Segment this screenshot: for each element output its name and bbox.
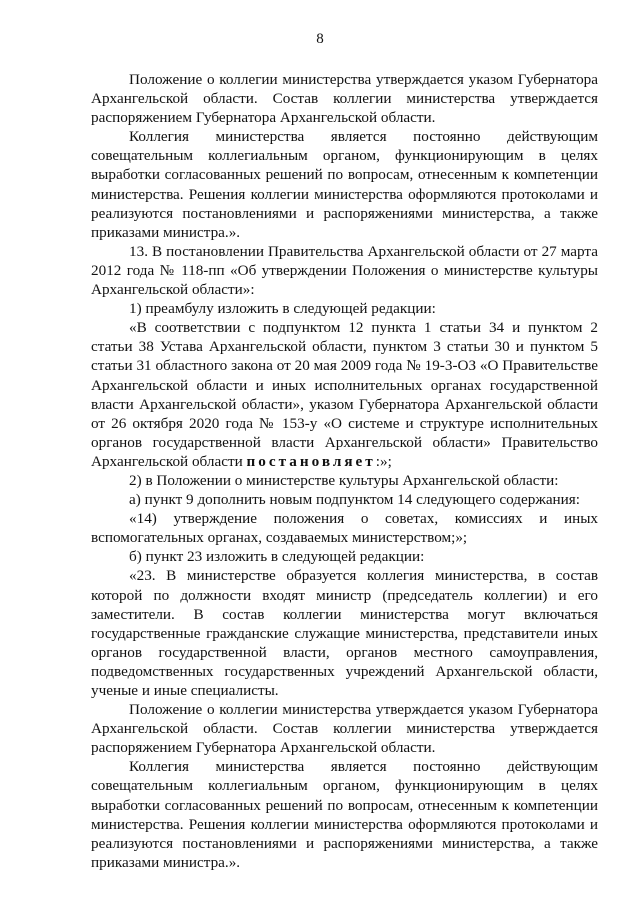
preamble-text: «В соответствии с подпунктом 12 пункта 1 статьи 34 и пунктом 2 статьи 38 Устава Архангельской области, пунктом 3 статьи 30 и пунктом 5 статьи 31 областного закона от 20 мая 2009 года № 19-3-ОЗ «О Правительстве Архангельской области и иных исполнительных органах государственной власти Архангельской области», указом Губернатора Архангельской области от 26 октября 2020 года № 153-у «О системе и структуре исполнительных органов государственной власти Архангельской области» Правительство Архангельской области — [91, 319, 598, 470]
paragraph-item-13: 13. В постановлении Правительства Архангельской области от 27 марта 2012 года № 118-пп «Об утверждении Положения о министерстве культуры Архангельской области»: — [91, 242, 598, 299]
paragraph-collegium-regulation-repeat: Положение о коллегии министерства утверждается указом Губернатора Архангельской области. Состав коллегии министерства утверждается распоряжением Губернатора Архангельской области. — [91, 701, 598, 757]
paragraph-item-23: «23. В министерстве образуется коллегия министерства, в состав которой по должности входят министр (председатель коллегии) и его заместители. В состав коллегии министерства могут включаться государственные гражданские служащие министерства, представители иных органов государственной власти, органов местного самоуправления, подведомственных государственных учреждений Архангельской области, ученые и иные специалисты. — [91, 567, 598, 699]
paragraph-collegium-status-repeat: Коллегия министерства является постоянно действующим совещательным коллегиальным органом, функционирующим в целях выработки согласованных решений по вопросам, отнесенным к компетенции министерства. Решения коллегии министерства оформляются протоколами и реализуются постановлениями и распоряжениями министерства, а также приказами министра.». — [91, 758, 598, 871]
resolves-word: постановляет — [246, 452, 376, 470]
paragraph-collegium-regulation: Положение о коллегии министерства утверждается указом Губернатора Архангельской области. Состав коллегии министерства утверждается распоряжением Губернатора Архангельской области. — [91, 71, 598, 127]
paragraph-subitem-b: б) пункт 23 изложить в следующей редакции: — [129, 548, 425, 566]
paragraph-subitem-2: 2) в Положении о министерстве культуры Архангельской области: — [129, 471, 559, 489]
paragraph-subitem-1: 1) преамбулу изложить в следующей редакции: — [129, 300, 436, 318]
paragraph-subitem-a: а) пункт 9 дополнить новым подпунктом 14 следующего содержания: — [129, 491, 581, 509]
page-number: 8 — [316, 31, 324, 47]
document-body — [91, 70, 598, 872]
paragraph-new-subitem-14: «14) утверждение положения о советах, комиссиях и иных вспомогательных органах, создаваемых министерством;»; — [91, 510, 598, 547]
paragraph-preamble — [91, 318, 598, 471]
paragraph-collegium-status: Коллегия министерства является постоянно действующим совещательным коллегиальным органом, функционирующим в целях выработки согласованных решений по вопросам, отнесенным к компетенции министерства. Решения коллегии министерства оформляются протоколами и реализуются постановлениями и распоряжениями министерства, а также приказами министра.». — [91, 128, 598, 241]
preamble-ending: :»; — [375, 452, 392, 470]
